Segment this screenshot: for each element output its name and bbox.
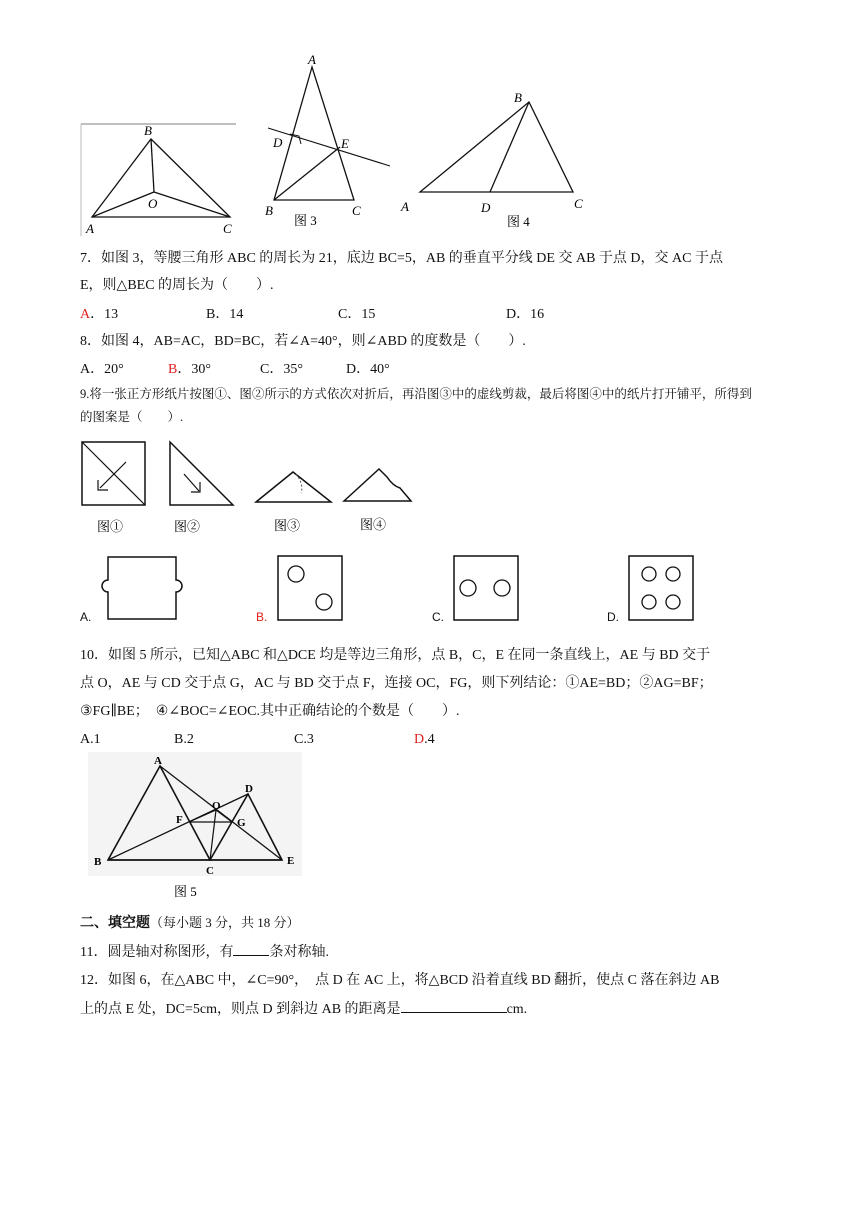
label-b: B bbox=[144, 123, 152, 138]
q11-answer-blank[interactable] bbox=[233, 941, 269, 956]
q8-option-d bbox=[346, 359, 390, 381]
figure-4-caption: 图 4 bbox=[507, 214, 530, 229]
label-c: C bbox=[223, 221, 232, 236]
option-text: ．30° bbox=[177, 362, 211, 377]
q10-option-c bbox=[294, 729, 314, 751]
option-text: ．40° bbox=[356, 362, 390, 377]
q9-option-d-figure bbox=[627, 554, 697, 624]
option-text: .3 bbox=[303, 732, 314, 747]
label-d: D bbox=[273, 135, 283, 150]
option-letter: B bbox=[174, 732, 184, 747]
figure-5-caption: 图 5 bbox=[174, 884, 197, 899]
section-title: 二、填空题 bbox=[80, 916, 150, 931]
option-letter: A bbox=[80, 732, 91, 747]
q9-option-a-label: A. bbox=[80, 610, 92, 624]
label-o: O bbox=[148, 196, 158, 211]
option-text: ．16 bbox=[516, 307, 545, 322]
label-a: A bbox=[308, 52, 316, 67]
option-text: .4 bbox=[424, 732, 435, 747]
q10-option-d bbox=[414, 729, 435, 751]
caption-step-3: 图③ bbox=[274, 518, 301, 533]
q7-option-c bbox=[338, 304, 375, 326]
q9-line-1: 9.将一张正方形纸片按图①、图②所示的方式依次对折后，再沿图③中的虚线剪裁，最后将图④中的纸片打开铺平，所得到 bbox=[80, 387, 752, 401]
option-text: ．14 bbox=[215, 307, 244, 322]
section-note: （每小题 3 分，共 18 分） bbox=[150, 915, 300, 930]
caption-step-2: 图② bbox=[174, 519, 201, 534]
label-d: D bbox=[481, 200, 491, 215]
caption-step-4: 图④ bbox=[360, 517, 387, 532]
q9-line-2: 的图案是（ ）. bbox=[80, 410, 184, 424]
option-letter: D bbox=[346, 362, 357, 377]
caption-step-1: 图① bbox=[97, 519, 124, 534]
q8-option-a bbox=[80, 359, 124, 381]
label-o: O bbox=[212, 800, 221, 812]
q8-option-c bbox=[260, 359, 303, 381]
q7-option-b bbox=[206, 304, 243, 326]
q9-option-b-label: B. bbox=[256, 610, 268, 624]
q12-text-before: 上的点 E 处，DC=5cm，则点 D 到斜边 AB 的距离是 bbox=[80, 1002, 401, 1017]
option-text: ．35° bbox=[269, 362, 303, 377]
option-letter: A bbox=[80, 307, 91, 322]
section-2-heading bbox=[80, 912, 300, 935]
q9-option-d-label: D. bbox=[607, 610, 619, 624]
q12-answer-blank[interactable] bbox=[401, 998, 507, 1013]
option-text: ．20° bbox=[90, 362, 124, 377]
q8-line-1: 8．如图 4，AB=AC，BD=BC，若∠A=40°，则∠ABD 的度数是（ ）. bbox=[80, 334, 526, 349]
q7-line-2: E，则△BEC 的周长为（ ）. bbox=[80, 278, 274, 293]
q11-text-after: 条对称轴. bbox=[269, 945, 329, 960]
label-f: F bbox=[176, 814, 183, 826]
option-letter: B bbox=[206, 307, 216, 322]
q9-option-c-figure bbox=[452, 554, 522, 624]
option-letter: C bbox=[260, 362, 270, 377]
option-letter: C bbox=[338, 307, 348, 322]
label-e: E bbox=[341, 136, 349, 151]
folding-steps-figure bbox=[78, 436, 418, 540]
option-letter: D bbox=[506, 307, 517, 322]
label-b: B bbox=[94, 856, 102, 868]
q10-option-a bbox=[80, 729, 101, 751]
q11-text-before: 11．圆是轴对称图形，有 bbox=[80, 945, 234, 960]
label-b: B bbox=[514, 90, 522, 105]
label-a: A bbox=[154, 755, 162, 767]
label-e: E bbox=[287, 855, 295, 867]
option-letter: B bbox=[168, 362, 178, 377]
q10-line-3: ③FG∥BE； ④∠BOC=∠EOC.其中正确结论的个数是（ ）. bbox=[80, 704, 460, 719]
q9-option-b-figure bbox=[276, 554, 346, 624]
label-d: D bbox=[245, 783, 253, 795]
option-text: ．13 bbox=[90, 307, 119, 322]
q9-option-a-figure bbox=[100, 552, 186, 624]
q12-line-2 bbox=[80, 998, 527, 1021]
figure-4 bbox=[396, 86, 588, 232]
q9-option-c-label: C. bbox=[432, 610, 444, 624]
q11-line bbox=[80, 941, 329, 964]
q7-line-1: 7．如图 3，等腰三角形 ABC 的周长为 21，底边 BC=5，AB 的垂直平分线 DE 交 AB 于点 D，交 AC 于点 bbox=[80, 251, 723, 266]
label-a: A bbox=[401, 199, 409, 214]
label-g: G bbox=[237, 817, 246, 829]
option-letter: D bbox=[414, 732, 425, 747]
figure-3-caption: 图 3 bbox=[294, 213, 317, 228]
label-c: C bbox=[574, 196, 583, 211]
option-letter: C bbox=[294, 732, 304, 747]
label-c: C bbox=[206, 865, 214, 877]
q12-line-1: 12．如图 6，在△ABC 中，∠C=90°， 点 D 在 AC 上，将△BCD 沿着直线 BD 翻折，使点 C 落在斜边 AB bbox=[80, 973, 720, 988]
q7-option-d bbox=[506, 304, 544, 326]
option-text: .2 bbox=[183, 732, 194, 747]
figure-3 bbox=[262, 52, 394, 232]
option-letter: A bbox=[80, 362, 91, 377]
label-b: B bbox=[265, 203, 273, 218]
label-a: A bbox=[86, 221, 94, 236]
q12-text-after: cm. bbox=[506, 1002, 528, 1017]
label-c: C bbox=[352, 203, 361, 218]
option-text: .1 bbox=[90, 732, 101, 747]
q10-line-1: 10．如图 5 所示，已知△ABC 和△DCE 均是等边三角形，点 B，C，E 在同一条直线上，AE 与 BD 交于 bbox=[80, 648, 711, 663]
figure-5 bbox=[88, 752, 302, 902]
q8-option-b bbox=[168, 359, 211, 381]
q10-option-b bbox=[174, 729, 194, 751]
q7-option-a bbox=[80, 304, 118, 326]
q10-line-2: 点 O，AE 与 CD 交于点 G，AC 与 BD 交于点 F，连接 OC，FG，则下列结论：①AE=BD；②AG=BF； bbox=[80, 676, 713, 691]
figure-triangle-o bbox=[78, 118, 240, 240]
option-text: ．15 bbox=[347, 307, 376, 322]
